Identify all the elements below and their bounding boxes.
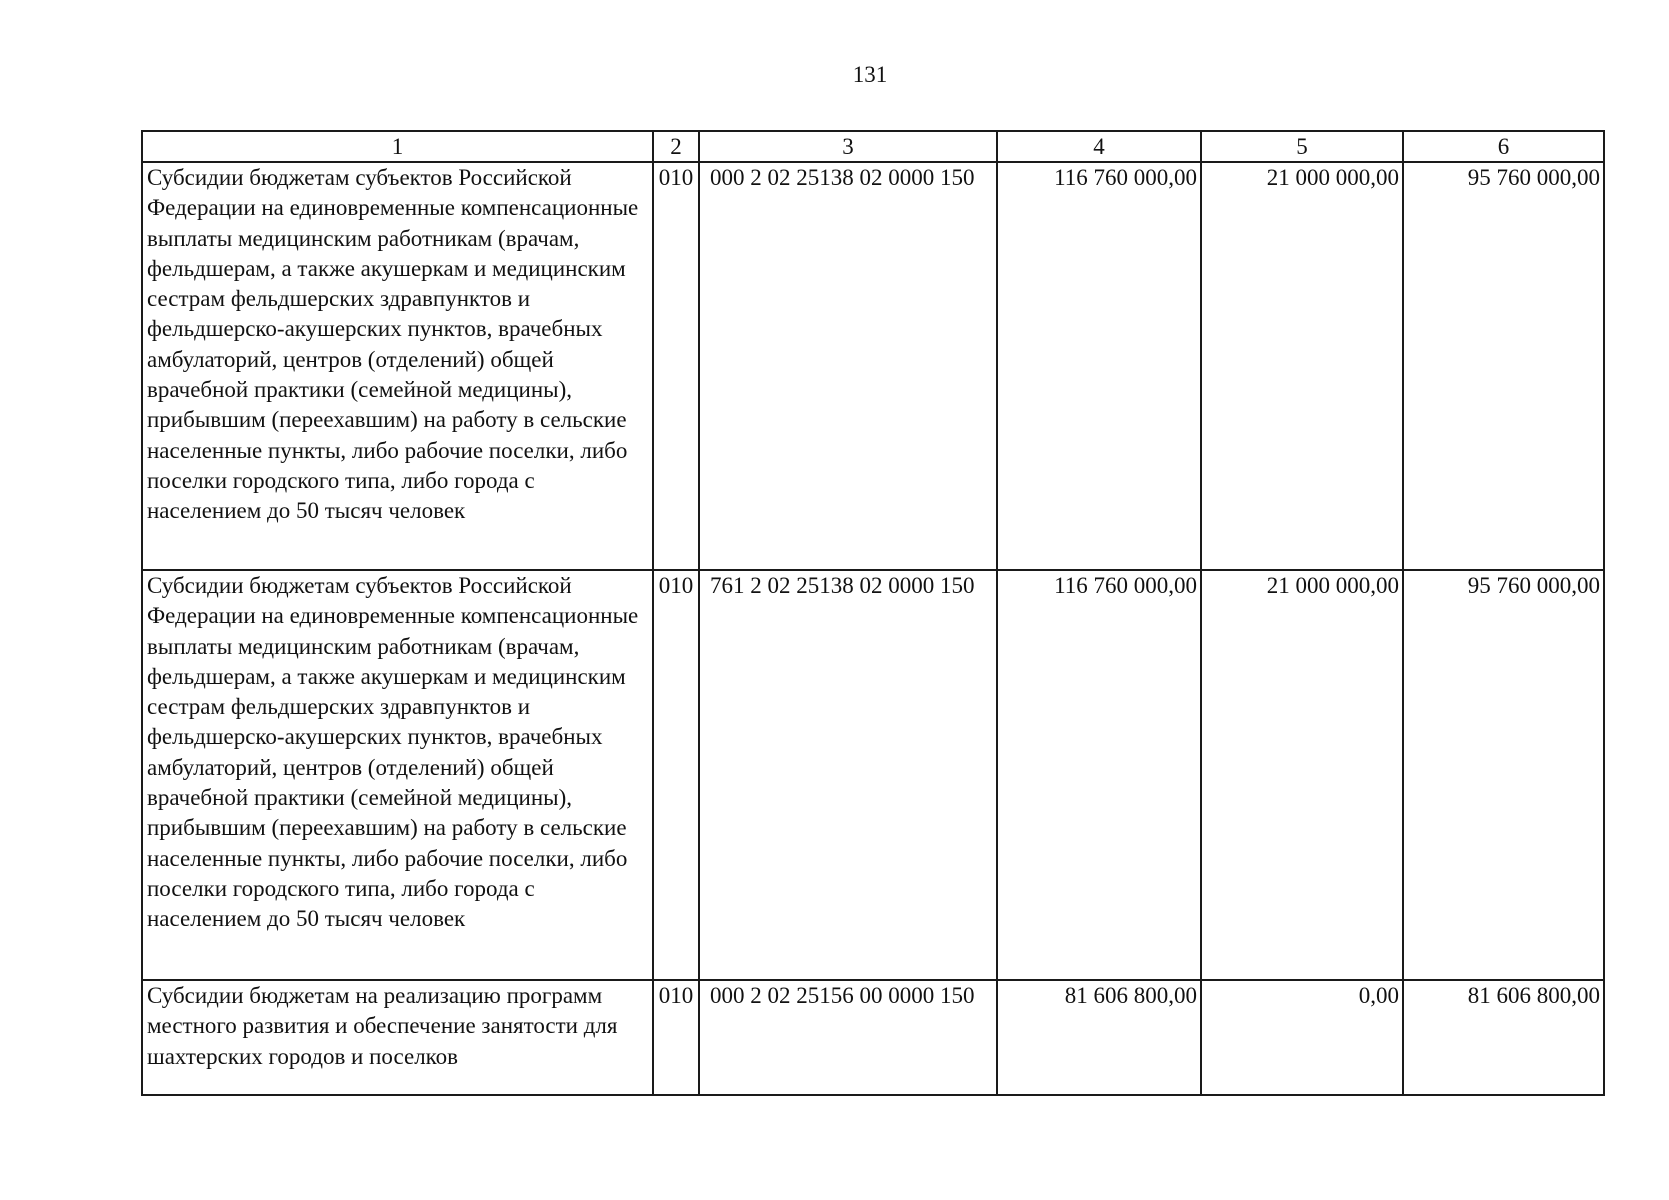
row-amount-col6-cell: 95 760 000,00 (1403, 570, 1604, 980)
row-budget-code-cell: 000 2 02 25156 00 0000 150 (699, 980, 997, 1095)
header-cell-2: 2 (653, 131, 699, 162)
row-name-cell: Субсидии бюджетам на реализацию программ местного развития и обеспечение занятости для шахтерских городов и поселков (142, 980, 653, 1095)
row-amount-col5-cell: 21 000 000,00 (1201, 570, 1403, 980)
header-cell-5: 5 (1201, 131, 1403, 162)
row-name-cell: Субсидии бюджетам субъектов Российской Федерации на единовременные компенсационные выплаты медицинским работникам (врачам, фельдшерам, а также акушеркам и медицинским сестрам фельдшерских здравпунктов и фельдшерско-акушерских пунктов, врачебных амбулаторий, центров (отделений) общей врачебной практики (семейной медицины), прибывшим (переехавшим) на работу в сельские населенные пункты, либо рабочие поселки, либо поселки городского типа, либо города с населением до 50 тысяч человек (142, 570, 653, 980)
header-cell-4: 4 (997, 131, 1201, 162)
row-amount-col6-cell: 81 606 800,00 (1403, 980, 1604, 1095)
table-header-row (142, 131, 1604, 162)
row-budget-code-cell: 000 2 02 25138 02 0000 150 (699, 162, 997, 570)
header-cell-6: 6 (1403, 131, 1604, 162)
table-row (142, 162, 1604, 570)
row-amount-col5-cell: 21 000 000,00 (1201, 162, 1403, 570)
row-budget-code-cell: 761 2 02 25138 02 0000 150 (699, 570, 997, 980)
page-number: 131 (852, 62, 888, 87)
row-line-code-cell: 010 (653, 570, 699, 980)
row-line-code-cell: 010 (653, 980, 699, 1095)
row-amount-col4-cell: 116 760 000,00 (997, 162, 1201, 570)
table-row (142, 980, 1604, 1095)
row-amount-col6-cell: 95 760 000,00 (1403, 162, 1604, 570)
row-name-cell: Субсидии бюджетам субъектов Российской Федерации на единовременные компенсационные выплаты медицинским работникам (врачам, фельдшерам, а также акушеркам и медицинским сестрам фельдшерских здравпунктов и фельдшерско-акушерских пунктов, врачебных амбулаторий, центров (отделений) общей врачебной практики (семейной медицины), прибывшим (переехавшим) на работу в сельские населенные пункты, либо рабочие поселки, либо поселки городского типа, либо города с населением до 50 тысяч человек (142, 162, 653, 570)
header-cell-1: 1 (142, 131, 653, 162)
row-amount-col4-cell: 116 760 000,00 (997, 570, 1201, 980)
budget-table (141, 130, 1605, 1096)
row-amount-col4-cell: 81 606 800,00 (997, 980, 1201, 1095)
row-amount-col5-cell: 0,00 (1201, 980, 1403, 1095)
table-row (142, 570, 1604, 980)
row-line-code-cell: 010 (653, 162, 699, 570)
header-cell-3: 3 (699, 131, 997, 162)
